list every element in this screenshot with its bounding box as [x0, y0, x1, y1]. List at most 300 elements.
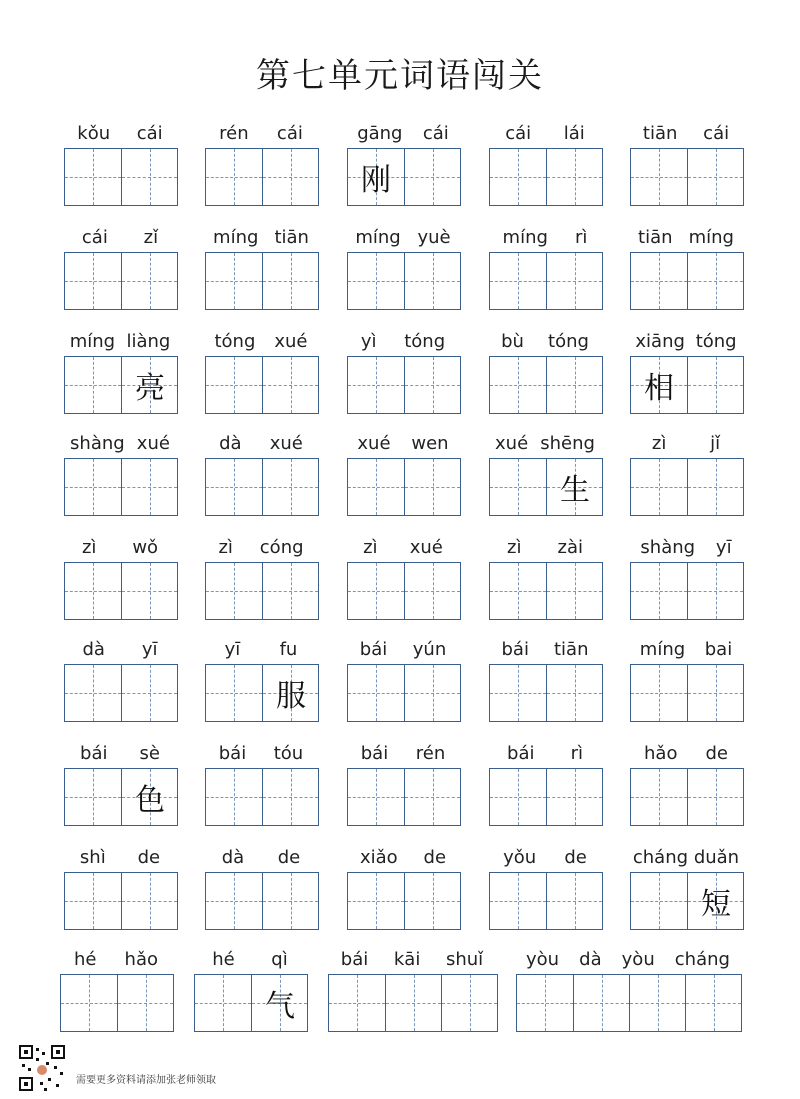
tianzige-grid — [64, 664, 178, 722]
pinyin-syllable: bai — [704, 639, 733, 660]
pinyin-syllable: cái — [703, 123, 730, 144]
writing-cell[interactable] — [631, 459, 687, 515]
tianzige-grid — [64, 356, 178, 414]
tianzige-grid — [489, 356, 603, 414]
word-item — [205, 634, 317, 722]
pinyin-syllable: yòu — [526, 949, 560, 970]
writing-cell[interactable] — [262, 357, 318, 413]
pinyin-row — [630, 428, 742, 454]
writing-cell[interactable] — [121, 357, 177, 413]
pinyin-syllable: cái — [505, 123, 532, 144]
pinyin-syllable: duǎn — [693, 847, 740, 868]
writing-cell[interactable] — [251, 975, 307, 1031]
pinyin-syllable: yī — [224, 639, 241, 660]
writing-cell[interactable] — [65, 873, 121, 929]
pinyin-row — [347, 118, 459, 144]
writing-cell[interactable] — [348, 149, 404, 205]
pinyin-syllable: bái — [218, 743, 247, 764]
pinyin-row — [64, 326, 176, 352]
given-character: 生 — [560, 473, 590, 508]
pinyin-syllable: bù — [501, 331, 524, 352]
tianzige-grid — [489, 252, 603, 310]
tianzige-grid — [630, 562, 744, 620]
writing-cell[interactable] — [206, 357, 262, 413]
writing-cell[interactable] — [404, 357, 460, 413]
word-item — [347, 842, 459, 930]
pinyin-row — [489, 738, 601, 764]
pinyin-row — [347, 738, 459, 764]
pinyin-row — [630, 634, 742, 660]
word-item — [64, 118, 176, 206]
writing-cell[interactable] — [404, 149, 460, 205]
writing-cell[interactable] — [206, 563, 262, 619]
writing-cell[interactable] — [490, 149, 546, 205]
writing-cell[interactable] — [65, 149, 121, 205]
pinyin-syllable: cóng — [259, 537, 304, 558]
page-title: 第七单元词语闯关 — [256, 56, 544, 96]
pinyin-syllable: míng — [213, 227, 259, 248]
pinyin-syllable: de — [564, 847, 587, 868]
pinyin-syllable: bái — [359, 639, 388, 660]
tianzige-grid — [630, 356, 744, 414]
pinyin-syllable: míng — [69, 331, 116, 352]
tianzige-grid — [347, 664, 461, 722]
word-item — [205, 738, 317, 826]
word-item — [489, 326, 601, 414]
tianzige-grid — [194, 974, 308, 1032]
pinyin-syllable: xué — [136, 433, 170, 454]
given-character: 短 — [701, 887, 731, 922]
writing-cell[interactable] — [546, 769, 602, 825]
writing-cell[interactable] — [631, 665, 687, 721]
pinyin-syllable: rén — [415, 743, 446, 764]
tianzige-grid — [347, 872, 461, 930]
pinyin-row — [64, 738, 176, 764]
writing-cell[interactable] — [546, 563, 602, 619]
tianzige-grid — [489, 562, 603, 620]
writing-cell[interactable] — [687, 769, 743, 825]
writing-cell[interactable] — [490, 459, 546, 515]
pinyin-syllable: yī — [141, 639, 158, 660]
writing-cell[interactable] — [629, 975, 685, 1031]
pinyin-row — [64, 532, 176, 558]
tianzige-grid — [347, 356, 461, 414]
pinyin-syllable: shàng — [640, 537, 696, 558]
writing-cell[interactable] — [404, 769, 460, 825]
pinyin-row — [205, 532, 317, 558]
writing-cell[interactable] — [65, 357, 121, 413]
pinyin-syllable: cái — [136, 123, 163, 144]
writing-cell[interactable] — [687, 563, 743, 619]
given-character: 气 — [265, 989, 295, 1024]
writing-cell[interactable] — [546, 357, 602, 413]
writing-cell[interactable] — [65, 769, 121, 825]
word-item — [630, 118, 742, 206]
writing-cell[interactable] — [348, 665, 404, 721]
pinyin-syllable: tóng — [404, 331, 446, 352]
pinyin-syllable: hǎo — [124, 949, 158, 970]
writing-cell[interactable] — [121, 459, 177, 515]
writing-cell[interactable] — [687, 665, 743, 721]
tianzige-grid — [489, 458, 603, 516]
writing-cell[interactable] — [206, 769, 262, 825]
pinyin-syllable: xué — [274, 331, 308, 352]
writing-cell[interactable] — [348, 873, 404, 929]
tianzige-grid — [347, 148, 461, 206]
word-item — [347, 738, 459, 826]
writing-cell[interactable] — [65, 459, 121, 515]
word-item — [516, 944, 740, 1032]
tianzige-grid — [205, 562, 319, 620]
pinyin-row — [489, 634, 601, 660]
writing-cell[interactable] — [687, 459, 743, 515]
writing-cell[interactable] — [490, 357, 546, 413]
tianzige-grid — [630, 872, 744, 930]
writing-cell[interactable] — [65, 253, 121, 309]
writing-cell[interactable] — [195, 975, 251, 1031]
writing-cell[interactable] — [121, 253, 177, 309]
tianzige-grid — [205, 356, 319, 414]
pinyin-syllable: zǐ — [143, 227, 159, 248]
writing-cell[interactable] — [685, 975, 741, 1031]
pinyin-syllable: tiān — [642, 123, 678, 144]
pinyin-syllable: xué — [269, 433, 303, 454]
word-item — [630, 842, 742, 930]
writing-cell[interactable] — [490, 873, 546, 929]
pinyin-syllable: sè — [139, 743, 160, 764]
footer-note: 需要更多资料请添加张老师领取 — [76, 1075, 216, 1086]
pinyin-row — [64, 842, 176, 868]
writing-cell[interactable] — [631, 563, 687, 619]
writing-cell[interactable] — [206, 665, 262, 721]
pinyin-row — [64, 222, 176, 248]
writing-cell[interactable] — [262, 873, 318, 929]
writing-cell[interactable] — [517, 975, 573, 1031]
pinyin-row — [205, 222, 317, 248]
pinyin-row — [630, 118, 742, 144]
writing-cell[interactable] — [348, 563, 404, 619]
pinyin-syllable: bái — [360, 743, 389, 764]
word-item — [205, 222, 317, 310]
word-item — [347, 634, 459, 722]
tianzige-grid — [64, 562, 178, 620]
writing-cell[interactable] — [687, 873, 743, 929]
writing-cell[interactable] — [206, 253, 262, 309]
writing-cell[interactable] — [490, 665, 546, 721]
pinyin-syllable: xiāng — [635, 331, 685, 352]
pinyin-syllable: míng — [688, 227, 734, 248]
tianzige-grid — [347, 458, 461, 516]
pinyin-syllable: xué — [409, 537, 443, 558]
word-item — [64, 842, 176, 930]
pinyin-syllable: liàng — [126, 331, 171, 352]
writing-cell[interactable] — [546, 459, 602, 515]
pinyin-syllable: shàng — [70, 433, 125, 454]
tianzige-grid — [205, 872, 319, 930]
word-item — [630, 532, 742, 620]
word-item — [630, 222, 742, 310]
word-item — [489, 222, 601, 310]
pinyin-row — [347, 326, 459, 352]
word-item — [64, 222, 176, 310]
writing-cell[interactable] — [61, 975, 117, 1031]
pinyin-syllable: zì — [218, 537, 233, 558]
pinyin-syllable: tóng — [214, 331, 256, 352]
pinyin-syllable: de — [705, 743, 728, 764]
pinyin-syllable: tiān — [553, 639, 589, 660]
tianzige-grid — [64, 252, 178, 310]
pinyin-syllable: míng — [502, 227, 548, 248]
pinyin-syllable: cháng — [674, 949, 730, 970]
pinyin-row — [205, 428, 317, 454]
pinyin-row — [60, 944, 172, 970]
writing-cell[interactable] — [262, 149, 318, 205]
word-item — [489, 532, 601, 620]
pinyin-syllable: qì — [271, 949, 288, 970]
pinyin-syllable: fu — [279, 639, 298, 660]
tianzige-grid — [328, 974, 498, 1032]
tianzige-grid — [489, 148, 603, 206]
pinyin-row — [630, 326, 742, 352]
writing-cell[interactable] — [348, 769, 404, 825]
pinyin-row — [205, 118, 317, 144]
pinyin-row — [205, 842, 317, 868]
qr-code-icon — [18, 1044, 66, 1092]
pinyin-row — [194, 944, 306, 970]
word-item — [489, 738, 601, 826]
pinyin-syllable: zài — [557, 537, 583, 558]
pinyin-syllable: yì — [360, 331, 377, 352]
pinyin-syllable: rén — [219, 123, 249, 144]
pinyin-row — [347, 428, 459, 454]
word-item — [489, 428, 601, 516]
pinyin-syllable: jǐ — [710, 433, 721, 454]
pinyin-syllable: dà — [221, 847, 245, 868]
pinyin-syllable: tiān — [638, 227, 673, 248]
pinyin-syllable: xué — [495, 433, 529, 454]
pinyin-row — [205, 326, 317, 352]
pinyin-syllable: dà — [579, 949, 602, 970]
writing-cell[interactable] — [404, 665, 460, 721]
pinyin-row — [205, 634, 317, 660]
writing-cell[interactable] — [121, 149, 177, 205]
writing-cell[interactable] — [631, 357, 687, 413]
tianzige-grid — [489, 664, 603, 722]
writing-cell[interactable] — [206, 459, 262, 515]
writing-cell[interactable] — [262, 459, 318, 515]
writing-cell[interactable] — [490, 253, 546, 309]
tianzige-grid — [64, 458, 178, 516]
tianzige-grid — [205, 148, 319, 206]
writing-cell[interactable] — [631, 149, 687, 205]
pinyin-row — [64, 634, 176, 660]
word-item — [347, 428, 459, 516]
word-item — [205, 326, 317, 414]
writing-cell[interactable] — [631, 873, 687, 929]
writing-cell[interactable] — [404, 873, 460, 929]
word-item — [205, 842, 317, 930]
pinyin-syllable: zì — [81, 537, 97, 558]
word-item — [347, 326, 459, 414]
tianzige-grid — [630, 768, 744, 826]
pinyin-row — [489, 532, 601, 558]
writing-cell[interactable] — [117, 975, 173, 1031]
word-item — [347, 532, 459, 620]
pinyin-syllable: xué — [357, 433, 391, 454]
pinyin-syllable: yuè — [417, 227, 451, 248]
pinyin-syllable: de — [277, 847, 301, 868]
writing-cell[interactable] — [329, 975, 385, 1031]
pinyin-syllable: shēng — [540, 433, 595, 454]
pinyin-row — [64, 118, 176, 144]
writing-cell[interactable] — [687, 253, 743, 309]
pinyin-syllable: yǒu — [503, 847, 537, 868]
word-item — [630, 634, 742, 722]
pinyin-syllable: tóu — [273, 743, 304, 764]
tianzige-grid — [205, 252, 319, 310]
tianzige-grid — [347, 562, 461, 620]
given-character: 色 — [135, 783, 165, 818]
pinyin-syllable: cái — [81, 227, 108, 248]
tianzige-grid — [516, 974, 742, 1032]
word-item — [64, 428, 176, 516]
pinyin-syllable: xiǎo — [359, 847, 398, 868]
writing-cell[interactable] — [490, 769, 546, 825]
writing-cell[interactable] — [404, 253, 460, 309]
given-character: 刚 — [361, 163, 391, 198]
tianzige-grid — [205, 664, 319, 722]
pinyin-syllable: zì — [507, 537, 522, 558]
pinyin-syllable: yún — [412, 639, 447, 660]
writing-cell[interactable] — [121, 563, 177, 619]
pinyin-syllable: hǎo — [644, 743, 678, 764]
pinyin-syllable: bái — [80, 743, 108, 764]
pinyin-syllable: bái — [507, 743, 535, 764]
word-item — [205, 532, 317, 620]
pinyin-syllable: kǒu — [77, 123, 111, 144]
tianzige-grid — [64, 148, 178, 206]
word-item — [347, 222, 459, 310]
pinyin-row — [347, 842, 459, 868]
writing-cell[interactable] — [65, 563, 121, 619]
word-item — [347, 118, 459, 206]
word-item — [489, 118, 601, 206]
word-item — [64, 634, 176, 722]
writing-cell[interactable] — [385, 975, 441, 1031]
word-item — [630, 326, 742, 414]
pinyin-syllable: cái — [422, 123, 449, 144]
pinyin-syllable: yī — [715, 537, 732, 558]
writing-cell[interactable] — [121, 873, 177, 929]
pinyin-syllable: de — [137, 847, 161, 868]
pinyin-syllable: gāng — [357, 123, 403, 144]
writing-cell[interactable] — [404, 563, 460, 619]
writing-cell[interactable] — [546, 665, 602, 721]
given-character: 相 — [644, 371, 674, 406]
pinyin-syllable: kāi — [393, 949, 421, 970]
writing-cell[interactable] — [546, 253, 602, 309]
writing-cell[interactable] — [262, 563, 318, 619]
pinyin-syllable: cái — [276, 123, 303, 144]
tianzige-grid — [347, 768, 461, 826]
pinyin-row — [347, 634, 459, 660]
writing-cell[interactable] — [404, 459, 460, 515]
writing-cell[interactable] — [631, 769, 687, 825]
pinyin-row — [489, 842, 601, 868]
word-item — [64, 532, 176, 620]
pinyin-syllable: tiān — [274, 227, 309, 248]
pinyin-row — [516, 944, 740, 970]
pinyin-row — [64, 428, 176, 454]
pinyin-syllable: de — [423, 847, 447, 868]
word-item — [630, 738, 742, 826]
writing-cell[interactable] — [687, 357, 743, 413]
pinyin-row — [489, 326, 601, 352]
writing-cell[interactable] — [348, 357, 404, 413]
word-item — [64, 326, 176, 414]
pinyin-syllable: hé — [74, 949, 97, 970]
pinyin-syllable: lái — [563, 123, 585, 144]
writing-cell[interactable] — [631, 253, 687, 309]
tianzige-grid — [205, 768, 319, 826]
tianzige-grid — [630, 252, 744, 310]
word-item — [205, 118, 317, 206]
given-character: 亮 — [135, 371, 165, 406]
pinyin-syllable: dà — [219, 433, 242, 454]
tianzige-grid — [630, 664, 744, 722]
word-item — [328, 944, 496, 1032]
tianzige-grid — [64, 872, 178, 930]
pinyin-syllable: tóng — [548, 331, 589, 352]
writing-cell[interactable] — [573, 975, 629, 1031]
pinyin-row — [347, 222, 459, 248]
pinyin-row — [328, 944, 496, 970]
writing-cell[interactable] — [546, 873, 602, 929]
writing-cell[interactable] — [262, 769, 318, 825]
writing-cell[interactable] — [546, 149, 602, 205]
word-item — [194, 944, 306, 1032]
writing-cell[interactable] — [441, 975, 497, 1031]
writing-cell[interactable] — [490, 563, 546, 619]
pinyin-syllable: bái — [501, 639, 529, 660]
writing-cell[interactable] — [121, 665, 177, 721]
writing-cell[interactable] — [687, 149, 743, 205]
pinyin-syllable: shuǐ — [445, 949, 484, 970]
writing-cell[interactable] — [348, 459, 404, 515]
tianzige-grid — [630, 458, 744, 516]
word-item — [205, 428, 317, 516]
pinyin-syllable: cháng — [632, 847, 689, 868]
tianzige-grid — [489, 768, 603, 826]
word-item — [60, 944, 172, 1032]
word-item — [630, 428, 742, 516]
writing-cell[interactable] — [206, 149, 262, 205]
pinyin-syllable: tóng — [695, 331, 737, 352]
writing-cell[interactable] — [348, 253, 404, 309]
writing-cell[interactable] — [262, 665, 318, 721]
writing-cell[interactable] — [121, 769, 177, 825]
pinyin-syllable: zì — [651, 433, 667, 454]
pinyin-row — [630, 842, 742, 868]
pinyin-row — [347, 532, 459, 558]
tianzige-grid — [60, 974, 174, 1032]
tianzige-grid — [347, 252, 461, 310]
pinyin-syllable: dà — [82, 639, 105, 660]
writing-cell[interactable] — [262, 253, 318, 309]
writing-cell[interactable] — [65, 665, 121, 721]
writing-cell[interactable] — [206, 873, 262, 929]
tianzige-grid — [205, 458, 319, 516]
